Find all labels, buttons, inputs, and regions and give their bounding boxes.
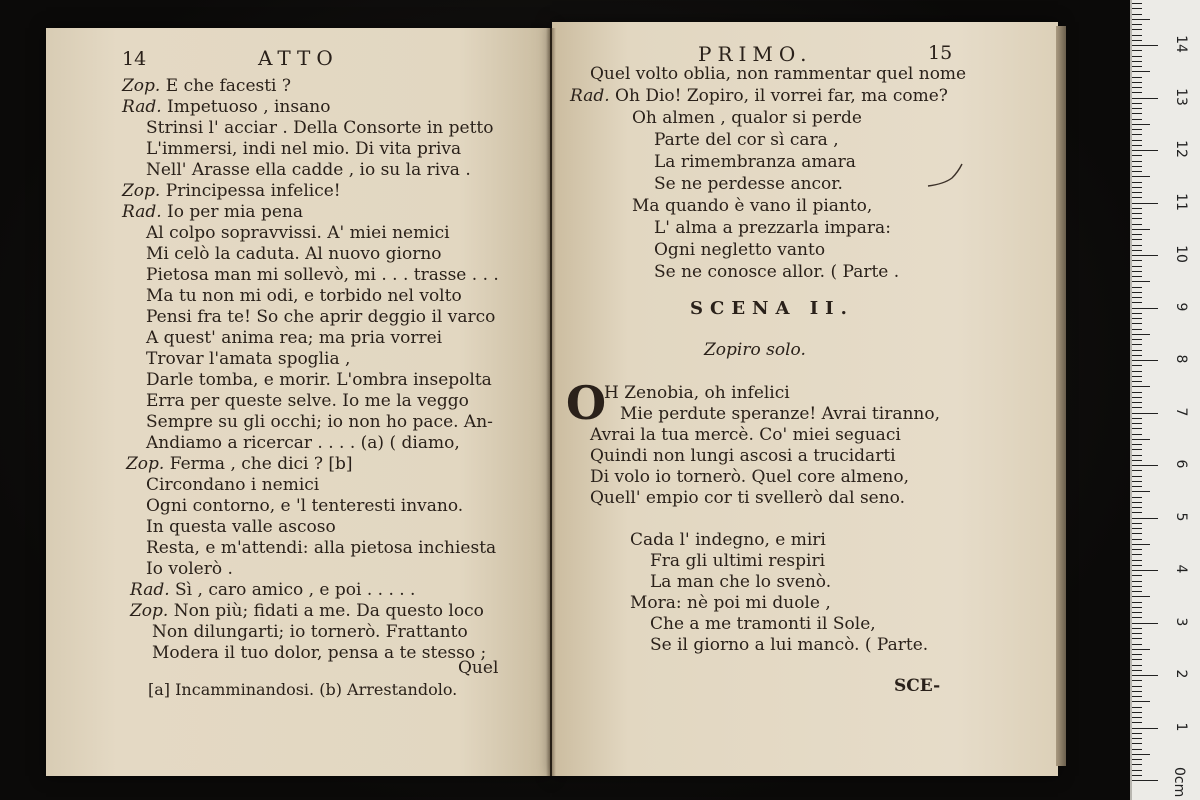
text-line	[654, 218, 891, 239]
ruler-number: 12	[1173, 140, 1189, 158]
ruler-tick	[1132, 45, 1158, 46]
text-line	[122, 76, 291, 97]
text-line	[122, 202, 303, 223]
line-text: Pensi fra te! So che aprir deggio il varco	[146, 307, 496, 327]
ruler-tick	[1132, 203, 1158, 204]
text-line	[146, 412, 493, 433]
ruler-tick	[1132, 560, 1142, 561]
text-line	[126, 454, 353, 475]
text-line	[650, 614, 876, 635]
ruler-tick	[1132, 119, 1142, 120]
ruler-tick	[1132, 155, 1142, 156]
line-text: Andiamo a ricercar . . . . (a) ( diamo,	[146, 433, 460, 453]
ruler-tick	[1132, 208, 1142, 209]
ruler-tick	[1132, 386, 1150, 387]
line-text: Oh Dio! Zopiro, il vorrei far, ma come?	[615, 86, 948, 106]
ruler-number: 10	[1173, 245, 1189, 263]
text-line	[654, 152, 856, 173]
ruler-tick	[1132, 229, 1150, 230]
ruler-tick	[1132, 371, 1142, 372]
line-text: Ma tu non mi odi, e torbido nel volto	[146, 286, 462, 306]
line-text: Non più; fidati a me. Da questo loco	[173, 601, 484, 621]
line-text: Che a me tramonti il Sole,	[650, 614, 876, 634]
ruler-tick	[1132, 19, 1150, 20]
speaker-label: Zop.	[130, 601, 169, 621]
ruler-tick	[1132, 707, 1142, 708]
footnote-text: [a] Incamminandosi. (b) Arrestandolo.	[148, 680, 458, 699]
ruler-tick	[1132, 691, 1142, 692]
ruler-tick	[1132, 166, 1142, 167]
ruler-tick	[1132, 287, 1142, 288]
ruler-tick	[1132, 98, 1158, 99]
ruler-tick	[1132, 308, 1158, 309]
ruler-tick	[1132, 575, 1142, 576]
ruler-tick	[1132, 318, 1142, 319]
ruler-tick	[1132, 145, 1142, 146]
text-line	[654, 174, 843, 195]
ruler-tick	[1132, 234, 1142, 235]
line-text: L' alma a prezzarla impara:	[654, 218, 891, 238]
ruler-number: 2	[1173, 669, 1189, 679]
text-line	[130, 580, 415, 601]
ruler-tick	[1132, 281, 1150, 282]
ruler-tick	[1132, 623, 1158, 624]
ruler-tick	[1132, 82, 1142, 83]
ruler-tick	[1132, 565, 1142, 566]
ruler-tick	[1132, 182, 1142, 183]
ruler-tick	[1132, 350, 1142, 351]
line-text: Quell' empio cor ti svellerò dal seno.	[590, 488, 906, 508]
right-page-number: 15	[928, 42, 953, 64]
line-text: La man che lo svenò.	[650, 572, 832, 592]
ruler-tick	[1132, 455, 1142, 456]
ruler-number: 11	[1173, 192, 1189, 211]
line-text: L'immersi, indi nel mio. Di vita priva	[146, 139, 462, 159]
line-text: H Zenobia, oh infelici	[604, 383, 790, 403]
ruler-tick	[1132, 654, 1142, 655]
ruler-tick	[1132, 444, 1142, 445]
ruler-tick	[1132, 596, 1150, 597]
ruler-tick	[1132, 491, 1150, 492]
text-line	[590, 425, 901, 446]
text-line	[146, 349, 350, 370]
ruler-tick	[1132, 150, 1158, 151]
ruler-tick	[1132, 92, 1142, 93]
line-text: Nell' Arasse ella cadde , io su la riva .	[146, 160, 471, 180]
ruler-tick	[1132, 108, 1142, 109]
ruler-tick	[1132, 528, 1142, 529]
ruler-number: 8	[1173, 354, 1189, 364]
line-text: Oh almen , qualor si perde	[632, 108, 862, 128]
text-line	[146, 139, 461, 160]
ruler-tick	[1132, 549, 1142, 550]
ruler-tick	[1132, 35, 1142, 36]
ruler-tick	[1132, 266, 1142, 267]
text-line	[650, 551, 825, 572]
ruler-tick	[1132, 344, 1142, 345]
text-line	[146, 496, 463, 517]
line-text: Se ne conosce allor. ( Parte .	[654, 262, 900, 282]
text-line	[654, 262, 899, 283]
line-text: Pietosa man mi sollevò, mi . . . trasse . . .	[146, 265, 499, 285]
ruler-tick	[1132, 759, 1142, 760]
right-catchword: SCE-	[894, 676, 941, 696]
ruler-tick	[1132, 780, 1158, 781]
speaker-label: Zop.	[122, 181, 161, 201]
pencil-mark	[926, 160, 966, 194]
line-text: Trovar l'amata spoglia ,	[146, 349, 351, 369]
ruler-tick	[1132, 670, 1142, 671]
line-text: Di volo io tornerò. Quel core almeno,	[590, 467, 910, 487]
ruler-tick	[1132, 722, 1142, 723]
line-text: Ma quando è vano il pianto,	[632, 196, 873, 216]
ruler-tick	[1132, 612, 1142, 613]
ruler-tick	[1132, 56, 1142, 57]
ruler-tick	[1132, 680, 1142, 681]
text-line	[630, 530, 826, 551]
line-text: Se ne perdesse ancor.	[654, 174, 843, 194]
text-line	[146, 223, 450, 244]
ruler-number: 4	[1173, 564, 1189, 574]
ruler-tick	[1132, 544, 1150, 545]
ruler-tick	[1132, 533, 1142, 534]
ruler-tick	[1132, 292, 1142, 293]
ruler-tick	[1132, 297, 1142, 298]
ruler-tick	[1132, 770, 1142, 771]
ruler-tick	[1132, 465, 1158, 466]
ruler-number: 9	[1173, 302, 1189, 311]
text-line	[590, 488, 905, 509]
ruler-tick	[1132, 733, 1142, 734]
text-line	[146, 328, 442, 349]
ruler-tick	[1132, 355, 1142, 356]
text-line	[146, 370, 492, 391]
ruler-tick	[1132, 539, 1142, 540]
ruler-tick	[1132, 764, 1142, 765]
ruler-tick	[1132, 470, 1142, 471]
ruler-tick	[1132, 439, 1150, 440]
ruler-number: 14	[1173, 35, 1189, 53]
ruler-tick	[1132, 77, 1142, 78]
line-text: Se il giorno a lui mancò. ( Parte.	[650, 635, 929, 655]
text-line	[146, 265, 499, 286]
measurement-ruler	[1130, 0, 1200, 800]
ruler-tick	[1132, 675, 1158, 676]
ruler-tick	[1132, 50, 1142, 51]
ruler-tick	[1132, 113, 1142, 114]
ruler-tick	[1132, 397, 1142, 398]
ruler-number: 6	[1173, 459, 1189, 469]
ruler-tick	[1132, 360, 1158, 361]
line-text: Modera il tuo dolor, pensa a te stesso ;	[152, 643, 487, 663]
text-line	[570, 86, 948, 107]
ruler-tick	[1132, 523, 1142, 524]
speaker-label: Rad.	[130, 580, 170, 600]
text-line	[122, 181, 341, 202]
text-line	[146, 244, 442, 265]
line-text: Resta, e m'attendi: alla pietosa inchiesta	[146, 538, 497, 558]
ruler-tick	[1132, 644, 1142, 645]
ruler-tick	[1132, 402, 1142, 403]
ruler-tick	[1132, 449, 1142, 450]
ruler-tick	[1132, 40, 1142, 41]
text-line	[146, 160, 471, 181]
ruler-tick	[1132, 507, 1142, 508]
ruler-tick	[1132, 686, 1142, 687]
ruler-tick	[1132, 161, 1142, 162]
text-line	[146, 517, 336, 538]
text-line	[654, 240, 825, 261]
ruler-tick	[1132, 376, 1142, 377]
line-text: Sì , caro amico , e poi . . . . .	[175, 580, 416, 600]
ruler-tick	[1132, 460, 1142, 461]
ruler-tick	[1132, 659, 1142, 660]
line-text: E che facesti ?	[165, 76, 292, 96]
line-text: Sempre su gli occhi; io non ho pace. An-	[146, 412, 493, 432]
text-line	[630, 593, 831, 614]
ruler-tick	[1132, 24, 1142, 25]
ruler-tick	[1132, 245, 1142, 246]
ruler-tick	[1132, 581, 1142, 582]
ruler-tick	[1132, 239, 1142, 240]
ruler-tick	[1132, 428, 1142, 429]
ruler-tick	[1132, 434, 1142, 435]
left-running-head: ATTO	[258, 46, 339, 70]
line-text: Strinsi l' acciar . Della Consorte in petto	[146, 118, 494, 138]
book-gutter	[546, 28, 556, 776]
line-text: Avrai la tua mercè. Co' miei seguaci	[590, 425, 901, 445]
ruler-tick	[1132, 140, 1142, 141]
text-line	[146, 118, 493, 139]
line-text: Cada l' indegno, e miri	[630, 530, 826, 550]
ruler-tick	[1132, 218, 1142, 219]
text-line	[130, 601, 484, 622]
text-line	[146, 475, 319, 496]
ruler-tick	[1132, 365, 1142, 366]
ruler-tick	[1132, 255, 1158, 256]
line-text: Darle tomba, e morir. L'ombra insepolta	[146, 370, 492, 390]
ruler-tick	[1132, 775, 1142, 776]
drop-cap: O	[566, 376, 607, 430]
text-line	[122, 97, 330, 118]
ruler-unit-label: 0cm	[1171, 767, 1187, 798]
speaker-label: Rad.	[570, 86, 610, 106]
ruler-tick	[1132, 187, 1142, 188]
text-line	[590, 467, 909, 488]
line-text: Erra per queste selve. Io me la veggo	[146, 391, 469, 411]
text-line	[146, 559, 233, 580]
ruler-tick	[1132, 717, 1142, 718]
text-line	[650, 572, 831, 593]
text-line	[654, 130, 839, 151]
line-text: Al colpo sopravvissi. A' miei nemici	[146, 223, 450, 243]
line-text: A quest' anima rea; ma pria vorrei	[146, 328, 443, 348]
ruler-tick	[1132, 481, 1142, 482]
line-text: Quindi non lungi ascosi a trucidarti	[590, 446, 896, 466]
speaker-label: Zop.	[126, 454, 165, 474]
line-text: Fra gli ultimi respiri	[650, 551, 826, 571]
ruler-number: 1	[1173, 722, 1189, 731]
ruler-tick	[1132, 617, 1142, 618]
line-text: Quel volto oblia, non rammentar quel nome	[590, 64, 967, 84]
ruler-number: 13	[1173, 87, 1189, 106]
right-running-head: PRIMO.	[698, 42, 813, 66]
left-catchword: Quel	[458, 658, 499, 678]
ruler-tick	[1132, 334, 1150, 335]
scene-title: SCENA II.	[690, 298, 854, 319]
text-line	[146, 433, 460, 454]
line-text: Circondano i nemici	[146, 475, 320, 495]
ruler-tick	[1132, 302, 1142, 303]
speaker-label: Rad.	[122, 202, 162, 222]
line-text: La rimembranza amara	[654, 152, 856, 172]
line-text: Principessa infelice!	[165, 181, 341, 201]
ruler-tick	[1132, 749, 1142, 750]
ruler-tick	[1132, 134, 1142, 135]
text-line	[146, 307, 495, 328]
text-line	[146, 286, 462, 307]
text-line	[152, 622, 468, 643]
ruler-tick	[1132, 486, 1142, 487]
ruler-tick	[1132, 392, 1142, 393]
left-page-number: 14	[122, 48, 147, 70]
text-line	[650, 635, 928, 656]
ruler-tick	[1132, 276, 1142, 277]
ruler-tick	[1132, 712, 1142, 713]
ruler-tick	[1132, 586, 1142, 587]
ruler-tick	[1132, 512, 1142, 513]
ruler-tick	[1132, 260, 1142, 261]
ruler-tick	[1132, 413, 1158, 414]
ruler-tick	[1132, 197, 1142, 198]
ruler-tick	[1132, 554, 1142, 555]
left-footnote	[148, 680, 457, 699]
ruler-tick	[1132, 754, 1150, 755]
ruler-tick	[1132, 3, 1142, 4]
line-text: Non dilungarti; io tornerò. Frattanto	[152, 622, 468, 642]
ruler-tick	[1132, 29, 1142, 30]
ruler-number: 3	[1173, 617, 1189, 626]
ruler-tick	[1132, 66, 1142, 67]
line-text: Io per mia pena	[167, 202, 303, 222]
ruler-tick	[1132, 418, 1142, 419]
line-text: Impetuoso , insano	[167, 97, 331, 117]
ruler-tick	[1132, 71, 1150, 72]
line-text: Ogni negletto vanto	[654, 240, 826, 260]
text-line	[146, 538, 496, 559]
ruler-tick	[1132, 176, 1150, 177]
ruler-tick	[1132, 696, 1142, 697]
ruler-tick	[1132, 476, 1142, 477]
ruler-tick	[1132, 213, 1142, 214]
text-line	[632, 108, 862, 129]
text-line	[620, 404, 940, 425]
ruler-tick	[1132, 171, 1142, 172]
text-line	[590, 64, 966, 85]
ruler-tick	[1132, 103, 1142, 104]
ruler-tick	[1132, 649, 1150, 650]
line-text: Mie perdute speranze! Avrai tiranno,	[620, 404, 940, 424]
ruler-tick	[1132, 407, 1142, 408]
ruler-tick	[1132, 87, 1142, 88]
ruler-tick	[1132, 502, 1142, 503]
ruler-tick	[1132, 61, 1142, 62]
ruler-tick	[1132, 271, 1142, 272]
ruler-tick	[1132, 497, 1142, 498]
text-line	[604, 383, 790, 404]
ruler-tick	[1132, 14, 1142, 15]
ruler-tick	[1132, 192, 1142, 193]
ruler-tick	[1132, 602, 1142, 603]
ruler-tick	[1132, 8, 1142, 9]
text-line	[590, 446, 896, 467]
ruler-tick	[1132, 329, 1142, 330]
ruler-tick	[1132, 638, 1142, 639]
ruler-tick	[1132, 339, 1142, 340]
ruler-tick	[1132, 607, 1142, 608]
line-text: Mora: nè poi mi duole ,	[630, 593, 831, 613]
line-text: Ferma , che dici ? [b]	[169, 454, 353, 474]
ruler-tick	[1132, 743, 1142, 744]
ruler-number: 5	[1173, 512, 1189, 521]
ruler-tick	[1132, 728, 1158, 729]
speaker-label: Rad.	[122, 97, 162, 117]
page-edges	[1056, 26, 1066, 766]
text-line	[152, 643, 486, 664]
ruler-tick	[1132, 518, 1158, 519]
ruler-number	[1173, 0, 1189, 3]
line-text: Io volerò .	[146, 559, 233, 579]
scene-subtitle: Zopiro solo.	[704, 340, 806, 360]
speaker-label: Zop.	[122, 76, 161, 96]
ruler-tick	[1132, 313, 1142, 314]
line-text: In questa valle ascoso	[146, 517, 336, 537]
line-text: Mi celò la caduta. Al nuovo giorno	[146, 244, 442, 264]
ruler-tick	[1132, 381, 1142, 382]
ruler-tick	[1132, 224, 1142, 225]
ruler-tick	[1132, 423, 1142, 424]
ruler-tick	[1132, 124, 1150, 125]
ruler-tick	[1132, 323, 1142, 324]
ruler-tick	[1132, 250, 1142, 251]
ruler-tick	[1132, 129, 1142, 130]
ruler-tick	[1132, 738, 1142, 739]
line-text: Ogni contorno, e 'l tenteresti invano.	[146, 496, 464, 516]
ruler-tick	[1132, 591, 1142, 592]
ruler-tick	[1132, 665, 1142, 666]
ruler-tick	[1132, 628, 1142, 629]
ruler-number: 7	[1173, 407, 1189, 416]
ruler-tick	[1132, 701, 1150, 702]
line-text: Parte del cor sì cara ,	[654, 130, 839, 150]
text-line	[146, 391, 469, 412]
text-line	[632, 196, 872, 217]
ruler-tick	[1132, 633, 1142, 634]
ruler-tick	[1132, 570, 1158, 571]
